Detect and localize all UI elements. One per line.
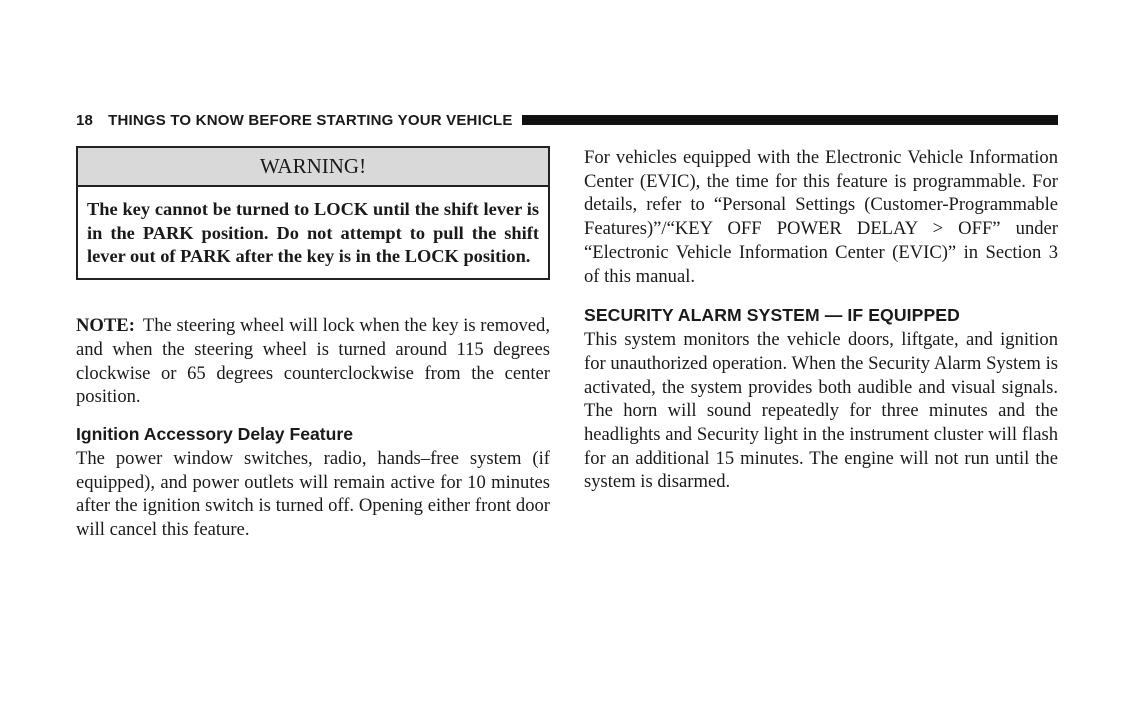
evic-paragraph: For vehicles equipped with the Electronic Vehicle Information Center (EVIC), the time for this feature is programmable. For details, refer to “Personal Settings (Customer-Programmable Features)”/“KEY OFF POWER DELAY > OFF” under “Electronic Vehicle Information Center (EVIC)” in Section 3 of this manual. [584, 147, 1058, 287]
warning-title: WARNING! [78, 148, 548, 187]
header-rule [522, 115, 1058, 125]
ignition-paragraph: The power window switches, radio, hands–free system (if equipped), and power outlets will remain active for 10 minutes after the ignition switch is turned off. Opening either front door will cancel this feature. [76, 447, 550, 541]
security-heading: SECURITY ALARM SYSTEM — IF EQUIPPED [584, 305, 960, 326]
warning-box [76, 146, 550, 280]
security-paragraph: This system monitors the vehicle doors, liftgate, and ignition for unauthorized operation. When the Security Alarm System is activated, the system provides both audible and visual signals. The horn will sound repeatedly for three minutes and the headlights and Security light in the instrument cluster will flash for an additional 15 minutes. The engine will not run until the system is disarmed. [584, 329, 1058, 493]
warning-text: The key cannot be turned to LOCK until the shift lever is in the PARK position. Do not attempt to pull the shift lever out of PARK after the key is in the LOCK position. [87, 199, 539, 267]
right-column [584, 146, 1058, 494]
page-number: 18 [76, 111, 94, 129]
ignition-heading: Ignition Accessory Delay Feature [76, 423, 354, 444]
page-header [76, 110, 1058, 130]
left-column [76, 146, 550, 542]
note-label: NOTE: [76, 315, 135, 337]
note-paragraph [76, 314, 550, 409]
section-title: THINGS TO KNOW BEFORE STARTING YOUR VEHICLE [108, 111, 513, 129]
note-text: The steering wheel will lock when the key is removed, and when the steering wheel is turned around 115 degrees clockwise or 65 degrees counterclockwise from the center position. [76, 315, 550, 408]
